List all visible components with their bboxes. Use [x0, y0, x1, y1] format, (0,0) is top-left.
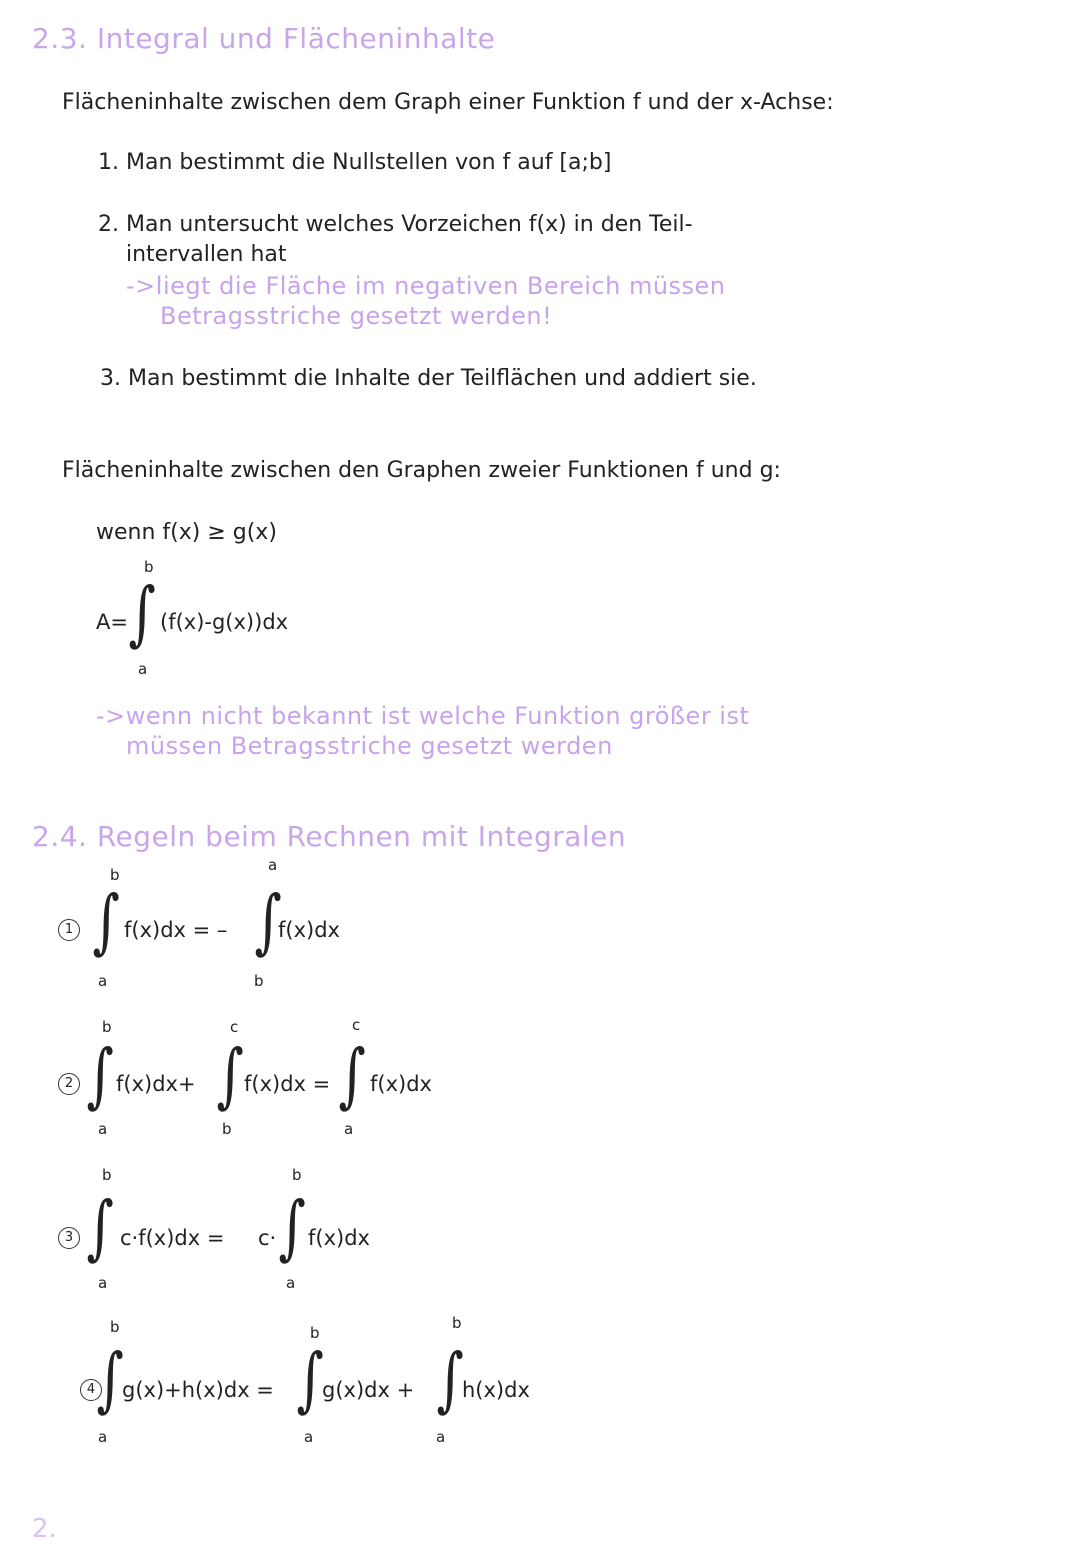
rule-2-int1-body: f(x)dx+ — [116, 1072, 196, 1096]
rule-1-int2-lower: b — [254, 972, 264, 990]
rule-3-int1-body: c·f(x)dx = — [120, 1226, 225, 1250]
subtitle-area-two-functions: Flächeninhalte zwischen den Graphen zweier Funktionen f und g: — [62, 458, 781, 483]
rule-4-int2-upper: b — [310, 1324, 320, 1342]
step-2-line-1: 2. Man untersucht welches Vorzeichen f(x) in den Teil- — [98, 212, 693, 237]
formula-lhs: A= — [96, 610, 128, 634]
integral-sign: ∫ — [436, 1338, 464, 1420]
integral-sign: ∫ — [128, 572, 156, 654]
note-negative-area-line-1: ->liegt die Fläche im negativen Bereich müssen — [126, 272, 726, 300]
formula-upper-limit: b — [144, 558, 154, 576]
step-3: 3. Man bestimmt die Inhalte der Teilflächen und addiert sie. — [100, 366, 757, 391]
integral-sign: ∫ — [92, 880, 120, 962]
rule-1-int1-body: f(x)dx = – — [124, 918, 228, 942]
next-section-fragment: 2. — [32, 1514, 57, 1544]
integral-sign: ∫ — [296, 1338, 324, 1420]
rule-4-int2-body: g(x)dx + — [322, 1378, 415, 1402]
subtitle-area-x-axis: Flächeninhalte zwischen dem Graph einer Funktion f und der x-Achse: — [62, 90, 834, 115]
step-1: 1. Man bestimmt die Nullstellen von f auf [a;b] — [98, 150, 612, 175]
rule-4-int1-upper: b — [110, 1318, 120, 1336]
rule-3-int2-lower: a — [286, 1274, 296, 1292]
integral-sign: ∫ — [278, 1186, 306, 1268]
integral-sign: ∫ — [216, 1034, 244, 1116]
formula-integrand: (f(x)-g(x))dx — [160, 610, 289, 634]
rule-1-int1-lower: a — [98, 972, 108, 990]
rule-2-int2-upper: c — [230, 1018, 239, 1036]
note-negative-area-line-2: Betragsstriche gesetzt werden! — [160, 302, 553, 330]
note-unknown-larger-line-2: müssen Betragsstriche gesetzt werden — [126, 732, 613, 760]
rule-2-int3-body: f(x)dx — [370, 1072, 432, 1096]
rule-3-constant-prefix: c· — [258, 1226, 277, 1250]
condition-f-ge-g: wenn f(x) ≥ g(x) — [96, 520, 277, 545]
rule-2-int2-lower: b — [222, 1120, 232, 1138]
rule-4-int3-body: h(x)dx — [462, 1378, 530, 1402]
rule-2-number — [58, 1072, 80, 1095]
rule-number-circle: 2 — [58, 1073, 80, 1095]
rule-1-int1-upper: b — [110, 866, 120, 884]
rule-3-int2-body: f(x)dx — [308, 1226, 370, 1250]
integral-sign: ∫ — [338, 1034, 366, 1116]
integral-sign: ∫ — [254, 880, 282, 962]
rule-4-int1-lower: a — [98, 1428, 108, 1446]
section-24-title: 2.4. Regeln beim Rechnen mit Integralen — [32, 820, 627, 853]
rule-2-int1-upper: b — [102, 1018, 112, 1036]
rule-3-int1-lower: a — [98, 1274, 108, 1292]
rule-4-int3-lower: a — [436, 1428, 446, 1446]
rule-2-int3-lower: a — [344, 1120, 354, 1138]
note-unknown-larger-line-1: ->wenn nicht bekannt ist welche Funktion größer ist — [96, 702, 750, 730]
section-23-title: 2.3. Integral und Flächeninhalte — [32, 22, 496, 55]
rule-number-circle: 4 — [80, 1379, 102, 1401]
rule-number-circle: 3 — [58, 1227, 80, 1249]
formula-lower-limit: a — [138, 660, 148, 678]
rule-3-int1-upper: b — [102, 1166, 112, 1184]
rule-2-int2-body: f(x)dx = — [244, 1072, 331, 1096]
rule-4-int3-upper: b — [452, 1314, 462, 1332]
rule-4-int1-body: g(x)+h(x)dx = — [122, 1378, 274, 1402]
rule-1-int2-body: f(x)dx — [278, 918, 340, 942]
rule-2-int1-lower: a — [98, 1120, 108, 1138]
step-2-line-2: intervallen hat — [126, 242, 287, 267]
rule-1-int2-upper: a — [268, 856, 278, 874]
rule-2-int3-upper: c — [352, 1016, 361, 1034]
rule-4-int2-lower: a — [304, 1428, 314, 1446]
rule-number-circle: 1 — [58, 919, 80, 941]
rule-3-int2-upper: b — [292, 1166, 302, 1184]
rule-3-number — [58, 1226, 80, 1249]
integral-sign: ∫ — [86, 1186, 114, 1268]
rule-1-number — [58, 918, 80, 941]
integral-sign: ∫ — [96, 1338, 124, 1420]
integral-sign: ∫ — [86, 1034, 114, 1116]
